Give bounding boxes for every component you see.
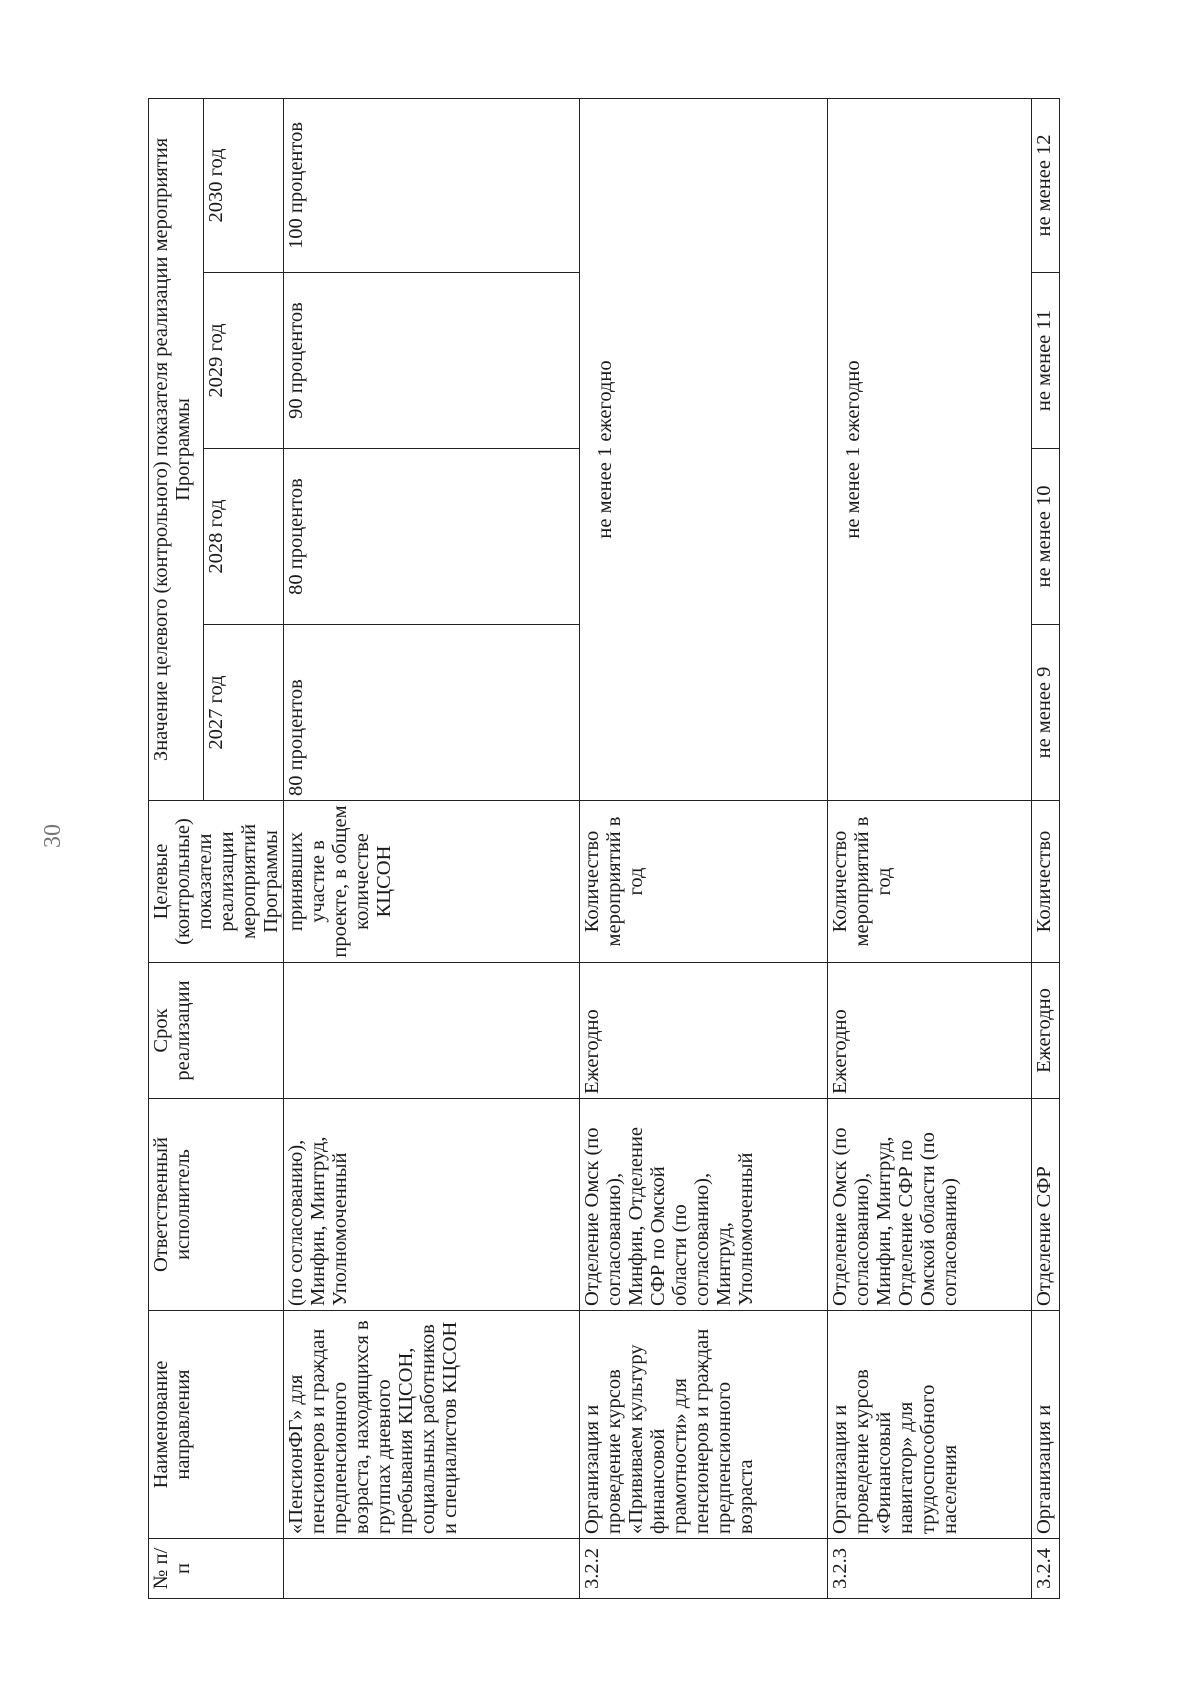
row-value-2027: не менее 9 <box>1032 625 1060 801</box>
row-direction: Организация и <box>1032 1311 1060 1539</box>
row-term: Ежегодно <box>580 963 828 1099</box>
row-value-2029: 90 процентов <box>284 273 580 449</box>
row-num: 3.2.2 <box>580 1539 828 1599</box>
header-num: № п/п <box>149 1539 284 1599</box>
row-term: Ежегодно <box>1032 963 1060 1099</box>
header-direction: Наименование направления <box>149 1311 284 1539</box>
row-value-2030: не менее 12 <box>1032 98 1060 272</box>
page-number: 30 <box>40 824 66 848</box>
header-year-2028: 2028 год <box>203 449 283 625</box>
row-term <box>284 963 580 1099</box>
program-table <box>148 98 1060 1599</box>
rotated-page-content <box>148 99 1078 1599</box>
row-indicator: Количество мероприятий в год <box>580 801 828 963</box>
header-year-2027: 2027 год <box>203 625 283 801</box>
row-num <box>284 1539 580 1599</box>
row-value-2028: не менее 10 <box>1032 449 1060 625</box>
header-year-2029: 2029 год <box>203 273 283 449</box>
row-value-2029: не менее 11 <box>1032 273 1060 449</box>
table-row <box>284 98 580 1598</box>
row-indicator: принявших участие в проекте, в общем количестве КЦСОН <box>284 801 580 963</box>
header-indicators: Целевые (контрольные) показатели реализации мероприятий Программы <box>149 801 284 963</box>
row-value-2030: 100 процентов <box>284 98 580 272</box>
table-row <box>1032 98 1060 1598</box>
row-executor: Отделение Омск (по согласованию), Минфин, Отделение СФР по Омской области (по согласованию), Минтруд, Уполномоченный <box>580 1099 828 1311</box>
table-row <box>580 98 828 1598</box>
row-direction: Организация и проведение курсов «Финансовый навигатор» для трудоспособного населения <box>828 1311 1032 1539</box>
row-value-2027: 80 процентов <box>284 625 580 801</box>
row-direction: Организация и проведение курсов «Прививаем культуру финансовой грамотности» для пенсионеров и граждан предпенсионного возраста <box>580 1311 828 1539</box>
header-year-2030: 2030 год <box>203 98 283 272</box>
row-num: 3.2.4 <box>1032 1539 1060 1599</box>
row-indicator: Количество <box>1032 801 1060 963</box>
header-term: Срок реализации <box>149 963 284 1099</box>
header-value-group: Значение целевого (контрольного) показателя реализации мероприятия Программы <box>149 98 204 800</box>
row-executor: Отделение СФР <box>1032 1099 1060 1311</box>
row-executor: (по согласованию), Минфин, Минтруд, Уполномоченный <box>284 1099 580 1311</box>
header-executor: Ответственный исполнитель <box>149 1099 284 1311</box>
row-term: Ежегодно <box>828 963 1032 1099</box>
row-executor: Отделение Омск (по согласованию), Минфин, Минтруд, Отделение СФР по Омской области (по согласованию) <box>828 1099 1032 1311</box>
row-merged-value: не менее 1 ежегодно <box>828 98 1032 800</box>
row-num: 3.2.3 <box>828 1539 1032 1599</box>
row-indicator: Количество мероприятий в год <box>828 801 1032 963</box>
row-value-2028: 80 процентов <box>284 449 580 625</box>
row-merged-value: не менее 1 ежегодно <box>580 98 828 800</box>
row-direction: «ПенсионФГ» для пенсионеров и граждан предпенсионного возраста, находящихся в группах дневного пребывания КЦСОН, социальных работников и специалистов КЦСОН <box>284 1311 580 1539</box>
table-row <box>828 98 1032 1598</box>
